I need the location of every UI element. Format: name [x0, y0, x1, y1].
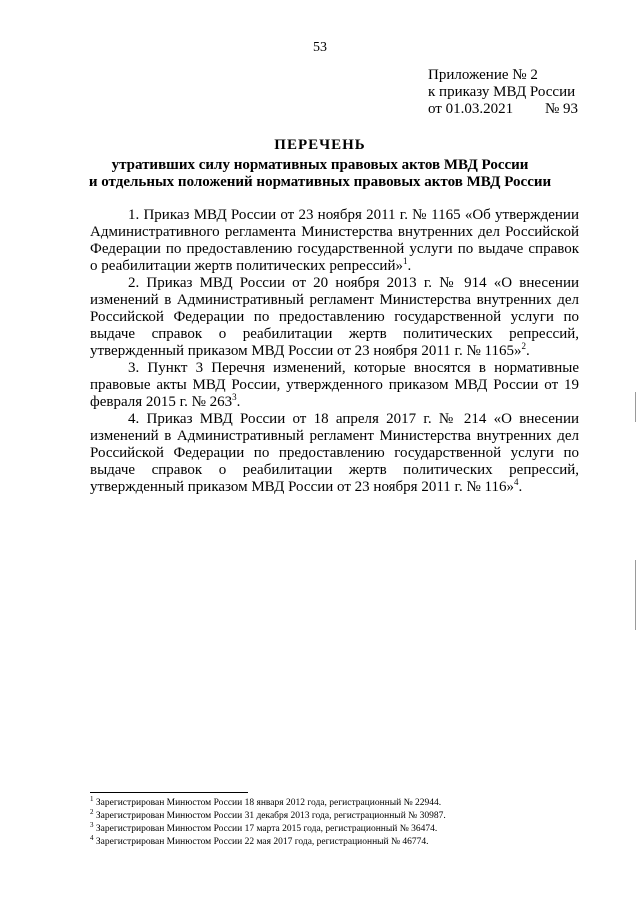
footnote — [90, 807, 590, 823]
scan-edge-mark — [635, 560, 636, 630]
title-subtitle-2: и отдельных положений нормативных правовых актов МВД России — [88, 174, 552, 190]
footnote-ref: 1 — [402, 256, 408, 266]
scan-edge-mark — [635, 392, 636, 422]
appendix-date-line — [428, 101, 628, 118]
list-item-end: . — [518, 479, 523, 495]
footnote-text: Зарегистрирован Минюстом России 18 января 2012 года, регистрационный № 22944. — [93, 798, 442, 808]
appendix-line-1: Приложение № 2 — [428, 67, 538, 83]
list-body — [90, 207, 579, 496]
footnote-ref: 2 — [521, 341, 526, 351]
footnote-ref: 3 — [232, 392, 237, 402]
page-number: 53 — [313, 40, 327, 55]
footnote-divider — [90, 792, 248, 793]
list-item-text: 3. Пункт 3 Перечня изменений, которые вносятся в нормативные правовые акты МВД России, утвержденного приказом МВД России от 19 февраля 2015 г. № 263 — [90, 360, 579, 410]
list-item-text: 4. Приказ МВД России от 18 апреля 2017 г. № 214 «О внесении изменений в Административный регламент Министерства внутренних дел Российской Федерации по предоставлению государственной услуги по выдаче справок о реабилитации жертв политических репрессий, утвержденный приказом МВД России от 23 ноября 2011 г. № 116» — [90, 411, 579, 495]
footnote — [90, 833, 590, 849]
list-item — [90, 207, 579, 275]
appendix-number: № 93 — [545, 101, 579, 117]
footnote-mark: 2 — [90, 807, 94, 816]
footnote-text: Зарегистрирован Минюстом России 17 марта 2015 года, регистрационный № 36474. — [93, 824, 438, 834]
list-item — [90, 411, 579, 496]
footnote — [90, 794, 590, 810]
appendix-header — [428, 67, 628, 118]
footnote-ref: 4 — [514, 477, 519, 487]
list-item — [90, 275, 579, 360]
appendix-line-2: к приказу МВД России — [428, 84, 576, 100]
list-item-text: 2. Приказ МВД России от 20 ноября 2013 г. № 914 «О внесении изменений в Административный регламент Министерства внутренних дел Российской Федерации по предоставлению государственной услуги по выдаче справок о реабилитации жертв политических репрессий, утвержденный приказом МВД России от 23 ноября 2011 г. № 1165» — [90, 275, 579, 359]
title-subtitle-1: утративших силу нормативных правовых актов МВД России — [111, 157, 529, 173]
appendix-date: от 01.03.2021 — [428, 101, 514, 117]
list-item — [90, 360, 579, 411]
footnote-mark: 1 — [90, 794, 94, 803]
footnote-text: Зарегистрирован Минюстом России 31 декабря 2013 года, регистрационный № 30987. — [93, 811, 446, 821]
title-heading: ПЕРЕЧЕНЬ — [274, 137, 366, 153]
footnote — [90, 820, 590, 836]
footnote-mark: 4 — [90, 833, 94, 842]
list-item-end: . — [236, 394, 241, 410]
list-item-end: . — [526, 343, 530, 359]
footnotes — [90, 794, 590, 849]
footnote-mark: 3 — [90, 820, 94, 829]
list-item-text: 1. Приказ МВД России от 23 ноября 2011 г. № 1165 «Об утверждении Административного регламента Министерства внутренних дел Российской Федерации по предоставлению государственной услуги по выдаче справок о реабилитации жертв политических репрессий» — [90, 207, 579, 274]
list-item-end: . — [407, 258, 412, 274]
document-title — [40, 137, 600, 191]
footnote-text: Зарегистрирован Минюстом России 22 мая 2017 года, регистрационный № 46774. — [93, 837, 429, 847]
